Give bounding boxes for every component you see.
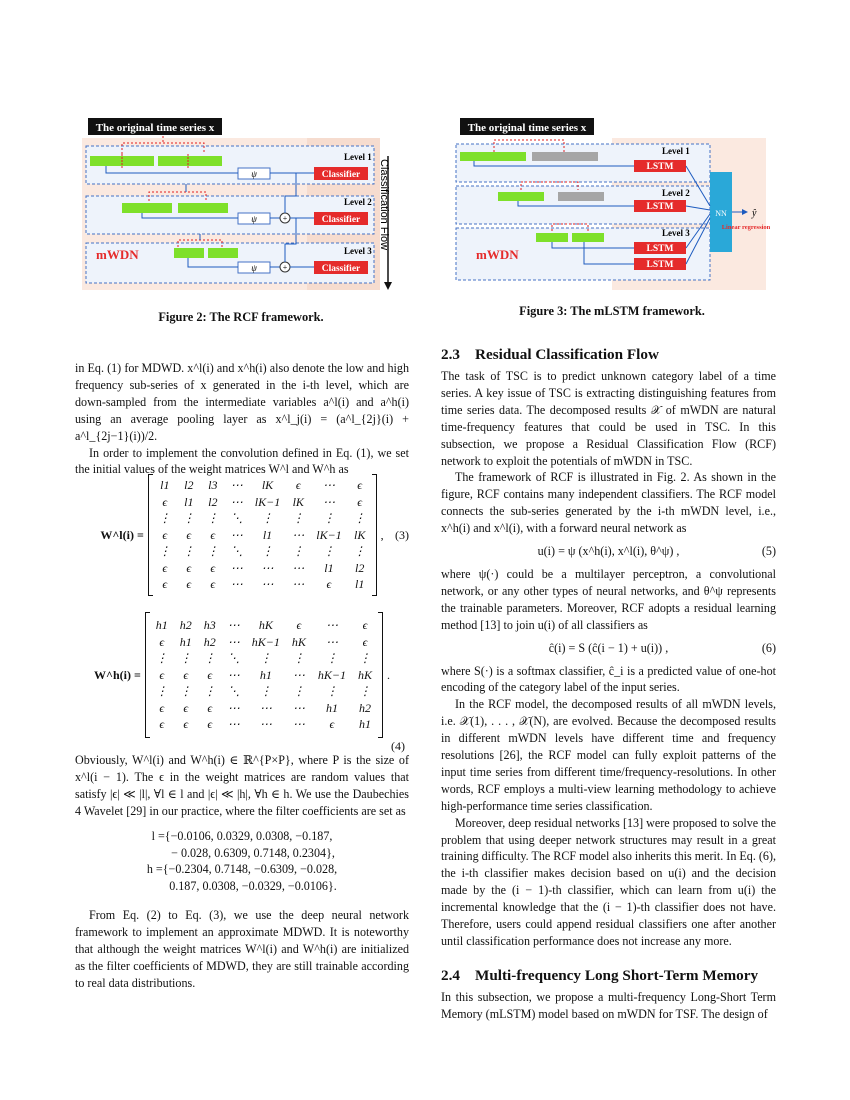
matrix-row (153, 527, 372, 544)
matrix-cell: l1 (324, 560, 334, 575)
matrix-cell: ϵ (186, 577, 192, 591)
matrix-row (150, 634, 378, 651)
matrix-cell: ⋮ (359, 651, 372, 665)
matrix-cell: ϵ (162, 494, 168, 509)
svg-text:ψ: ψ (251, 263, 257, 273)
matrix-cell: ⋯ (292, 717, 305, 731)
matrix-row (150, 700, 378, 717)
fig2-flow-label: Classification Flow (378, 159, 390, 251)
matrix-cell: ⋱ (230, 544, 243, 558)
matrix-cell: ⋮ (206, 511, 219, 525)
matrix-cell: hK−1 (251, 634, 280, 649)
svg-text:+: + (282, 214, 288, 223)
matrix-cell: ϵ (183, 717, 189, 731)
matrix-cell: ⋮ (182, 544, 195, 558)
matrix-cell: ⋮ (179, 684, 192, 698)
figure-2-caption: Figure 2: The RCF framework. (158, 310, 324, 324)
matrix-row (153, 543, 372, 560)
fig2-mwdn-label: mWDN (96, 247, 139, 262)
matrix-cell: ϵ (329, 717, 335, 731)
matrix-row (150, 617, 378, 634)
right-paragraph-2: The framework of RCF is illustrated in Fig. 2. As shown in the figure, RCF contains many independent classifiers. The RCF model connects the sub-series generated by the i-th mWDN level, i.e., x^h(i) and x^l(i), with a forward neural network as (441, 470, 776, 536)
svg-text:+: + (282, 263, 288, 272)
left-column-lower (75, 752, 409, 992)
matrix-cell: l2 (184, 478, 194, 492)
matrix-row (153, 494, 372, 511)
matrix-cell: h1 (325, 700, 338, 715)
matrix-cell: h3 (203, 618, 216, 632)
matrix-cell: h1 (179, 634, 192, 649)
matrix-cell: ⋮ (155, 684, 168, 698)
equation-3: W^l(i) = l1 l2 l3 ⋯ lK ϵ ⋯ ϵ ϵ l1 l2 ⋯ lK−1 lK ⋯ ϵ ⋮ ⋮ ⋮ ⋱ ⋮ ⋮ ⋮ ⋮ ϵ ϵ ϵ ⋯ l1 ⋯ lK−1 lK ⋮ ⋮ ⋮ ⋱ ⋮ ⋮ ⋮ ⋮ ϵ ϵ ϵ ⋯ ⋯ ⋯ l1 l2 ϵ ϵ ϵ ⋯ ⋯ ⋯ ϵ l1 , (3) (75, 474, 409, 596)
matrix-cell: ϵ (162, 527, 168, 542)
figure-2-rcf-diagram (82, 116, 402, 292)
matrix-cell: ⋯ (292, 527, 305, 542)
equation-6: ĉ(i) = S (ĉ(i − 1) + u(i)) , (6) (548, 640, 776, 655)
fig2-title: The original time series x (95, 122, 215, 134)
svg-text:Level 2: Level 2 (344, 197, 372, 207)
figure-3-mlstm-diagram (454, 116, 770, 292)
matrix-cell: lK−1 (316, 527, 342, 542)
svg-text:ψ: ψ (251, 169, 257, 179)
matrix-cell: ϵ (296, 618, 302, 632)
matrix-cell: ⋮ (158, 511, 171, 525)
svg-text:ψ: ψ (251, 214, 257, 224)
matrix-cell: ϵ (210, 527, 216, 542)
fig3-mwdn-label: mWDN (476, 247, 519, 262)
matrix-row (153, 477, 372, 494)
matrix-wl (153, 477, 372, 593)
matrix-cell: hK (258, 618, 273, 632)
matrix-cell: ϵ (210, 560, 216, 575)
matrix-cell: ⋯ (230, 494, 243, 509)
matrix-cell: ⋮ (325, 651, 338, 665)
matrix-cell: ϵ (183, 700, 189, 715)
matrix-cell: ⋮ (353, 544, 366, 558)
equation-5: u(i) = ψ (x^h(i), x^l(i), θ^ψ) , (5) (537, 544, 776, 559)
matrix-cell: l1 (355, 577, 365, 591)
matrix-cell: ⋮ (179, 651, 192, 665)
matrix-cell: ⋯ (230, 478, 243, 492)
matrix-row (150, 667, 378, 684)
matrix-cell: ϵ (326, 577, 332, 591)
matrix-cell: ⋮ (325, 684, 338, 698)
matrix-cell: ϵ (207, 667, 213, 682)
right-paragraph-6: Moreover, deep residual networks [13] were proposed to solve the problem that using deeper network structures may result in a great training difficulty. The RCF model also inherits this merit. In Eq. (6), the i-th classifier makes decision based on u(i) and the decision made by the (i − 1)-th classifier, which can learn from u(i) the incremental knowledge that the (i − 1)-th classifier does not have. Therefore, users could append residual classifiers one after another until classification performance does not increase any more. (441, 815, 776, 948)
svg-text:Level 1: Level 1 (344, 152, 372, 162)
matrix-cell: ⋯ (292, 560, 305, 575)
right-paragraph-3: where ψ(·) could be a multilayer perceptron, a convolutional network, or any other types of neural networks, and θ^ψ represents the trainable parameters. Moreover, RCF adopts a residual learning method [13] to join u(i) of all classifiers as (441, 566, 776, 632)
svg-text:ŷ: ŷ (752, 208, 757, 219)
svg-text:LSTM: LSTM (646, 162, 674, 172)
matrix-cell: ⋯ (259, 700, 272, 715)
matrix-cell: h2 (179, 618, 192, 632)
equation-4-number: (4) (391, 739, 405, 753)
right-column (441, 345, 776, 1023)
matrix-cell: ⋯ (227, 717, 240, 731)
matrix-cell: lK (354, 527, 366, 542)
matrix-cell: ⋯ (325, 634, 338, 649)
matrix-cell: ⋯ (227, 618, 240, 632)
matrix-cell: ϵ (210, 577, 216, 591)
matrix-cell: hK−1 (317, 667, 347, 682)
matrix-cell: ⋮ (292, 511, 305, 525)
matrix-cell: l3 (208, 478, 218, 492)
matrix-cell: ⋯ (230, 527, 243, 542)
matrix-row (153, 560, 372, 577)
matrix-cell: ⋯ (325, 618, 338, 632)
matrix-cell: ϵ (159, 717, 165, 731)
matrix-cell: ϵ (207, 700, 213, 715)
matrix-cell: ⋮ (259, 651, 272, 665)
matrix-cell: ⋮ (322, 511, 335, 525)
matrix-cell: ⋮ (292, 684, 305, 698)
matrix-cell: ϵ (183, 667, 189, 682)
svg-text:Level 3: Level 3 (662, 228, 690, 238)
matrix-cell: ϵ (362, 618, 368, 632)
matrix-cell: h1 (155, 618, 168, 632)
svg-text:Classifier: Classifier (321, 264, 361, 274)
matrix-cell: ⋯ (292, 700, 305, 715)
right-paragraph-5: In the RCF model, the decomposed results of all mWDN levels, i.e. 𝒳(1), . . . , 𝒳(N), are evolved. Because the decomposed results in different mWDN levels have different time and frequency resolutions [26], the RCF model can fully exploit patterns of the input time series from different time/frequency-resolutions. In other words, RCF employs a multi-view learning methodology to achieve high-performance time series classification. (441, 697, 776, 813)
matrix-cell: ⋯ (230, 577, 243, 591)
matrix-cell: hK (291, 634, 306, 649)
matrix-cell: h2 (203, 634, 216, 649)
matrix-cell: ϵ (207, 717, 213, 731)
figure-3-caption: Figure 3: The mLSTM framework. (519, 304, 705, 318)
matrix-cell: h2 (359, 700, 372, 715)
matrix-cell: ⋮ (155, 651, 168, 665)
section-2-4-heading: 2.4 Multi-frequency Long Short-Term Memory (441, 966, 759, 984)
section-2-3-heading: 2.3 Residual Classification Flow (441, 346, 659, 363)
matrix-cell: ⋮ (259, 684, 272, 698)
right-paragraph-1: The task of TSC is to predict unknown category label of a time series. A key issue of TSC is extracting distinguishing features from time series data. The decomposed results 𝒳 of mWDN are natural time-frequency features that could be used in TSC. In this subsection, we propose a Residual Classification Flow (RCF) network to exploit the potentials of mWDN in TSC. (441, 369, 776, 468)
matrix-cell: ⋮ (203, 651, 216, 665)
matrix-row (153, 510, 372, 527)
matrix-wh (150, 617, 378, 733)
svg-text:Linear regression: Linear regression (721, 224, 770, 231)
matrix-cell: ⋮ (182, 511, 195, 525)
matrix-cell: ϵ (159, 634, 165, 649)
matrix-cell: ⋮ (292, 544, 305, 558)
matrix-row (150, 683, 378, 700)
matrix-cell: ϵ (159, 667, 165, 682)
matrix-cell: ⋮ (158, 544, 171, 558)
matrix-cell: ⋮ (322, 544, 335, 558)
svg-text:Level 2: Level 2 (662, 188, 690, 198)
matrix-cell: ϵ (357, 478, 363, 492)
matrix-cell: l1 (262, 527, 273, 542)
matrix-cell: ϵ (162, 560, 168, 575)
matrix-cell: ⋯ (230, 560, 243, 575)
matrix-cell: lK−1 (254, 494, 281, 509)
left-paragraph-4: From Eq. (2) to Eq. (3), we use the deep neural network framework to implement an approximate MDWD. It is noteworthy that although the weight matrices W^l(i) and W^h(i) are initialized as the filter coefficients of MDWD, they are still trainable according to real data distributions. (75, 908, 409, 990)
matrix-cell: ⋮ (203, 684, 216, 698)
fig3-title: The original time series x (467, 122, 587, 134)
matrix-cell: ⋮ (292, 651, 305, 665)
matrix-row (150, 650, 378, 667)
svg-text:Classifier: Classifier (321, 170, 361, 180)
matrix-cell: ⋮ (261, 544, 274, 558)
matrix-cell: ϵ (357, 494, 363, 509)
matrix-cell: ⋯ (227, 667, 240, 682)
svg-text:Level 3: Level 3 (344, 246, 372, 256)
matrix-cell: ⋱ (227, 684, 240, 698)
matrix-cell: hK (358, 667, 373, 682)
matrix-cell: lK (261, 478, 274, 492)
matrix-row (153, 576, 372, 593)
svg-text:LSTM: LSTM (646, 260, 674, 270)
matrix-cell: h1 (259, 667, 272, 682)
svg-text:LSTM: LSTM (646, 244, 674, 254)
svg-text:NN: NN (715, 209, 727, 218)
left-column (75, 360, 409, 478)
matrix-cell: ⋱ (227, 651, 240, 665)
matrix-cell: ϵ (186, 560, 192, 575)
matrix-cell: ϵ (162, 577, 168, 591)
matrix-cell: ⋮ (353, 511, 366, 525)
matrix-cell: l1 (160, 478, 170, 492)
matrix-cell: ⋮ (359, 684, 372, 698)
right-paragraph-7: In this subsection, we propose a multi-frequency Long-Short Term Memory (mLSTM) model based on mWDN for TSF. The design of (441, 989, 776, 1021)
right-paragraph-4: where S(·) is a softmax classifier, ĉ_i is a predicted value of one-hot encoding of the category label of the input series. (441, 663, 776, 695)
matrix-cell: ϵ (186, 527, 192, 542)
matrix-cell: ⋮ (261, 511, 274, 525)
matrix-cell: ⋱ (230, 511, 243, 525)
matrix-cell: ϵ (362, 634, 368, 649)
matrix-cell: ⋯ (322, 478, 335, 492)
matrix-cell: ⋯ (261, 577, 274, 591)
matrix-cell: h1 (359, 717, 372, 731)
svg-text:LSTM: LSTM (646, 202, 674, 212)
matrix-cell: ⋯ (259, 717, 272, 731)
matrix-cell: l1 (184, 494, 194, 509)
filter-coefficients: l ={−0.0106, 0.0329, 0.0308, −0.187, − 0.028, 0.6309, 0.7148, 0.2304}, h ={−0.2304, 0.7148, −0.6309, −0.028, 0.187, 0.0308, −0.0329, −0.0106}. (146, 828, 338, 894)
matrix-row (150, 716, 378, 733)
left-paragraph-2: In order to implement the convolution defined in Eq. (1), we set the initial values of the weight matrices W^l and W^h as (75, 445, 409, 477)
matrix-cell: ⋯ (292, 667, 305, 682)
matrix-cell: lK (292, 494, 304, 509)
matrix-cell: ⋯ (261, 560, 274, 575)
matrix-cell: l2 (208, 494, 218, 509)
matrix-cell: l2 (355, 560, 365, 575)
svg-text:Level 1: Level 1 (662, 146, 690, 156)
matrix-cell: ⋯ (322, 494, 335, 509)
matrix-cell: ϵ (295, 478, 301, 492)
left-paragraph-3: Obviously, W^l(i) and W^h(i) ∈ ℝ^{P×P}, where P is the size of x^l(i − 1). The ϵ in the weight matrices are random values that satisfy |ϵ| ≪ |l|, ∀l ∈ l and |ϵ| ≪ |h|, ∀h ∈ h. We use the Daubechies 4 Wavelet [29] in our practice, where the filter coefficients are set as (75, 753, 409, 818)
left-paragraph-1: in Eq. (1) for MDWD. x^l(i) and x^h(i) also denote the low and high frequency sub-series of x generated in the i-th level, which are down-sampled from the intermediate variables a^l(i) and a^h(i) using an average pooling layer as x^l_j(i) = (a^l_{2j}(i) + a^l_{2j−1}(i))/2. (75, 361, 409, 443)
svg-text:Classifier: Classifier (321, 215, 361, 225)
equation-4: W^h(i) = h1 h2 h3 ⋯ hK ϵ ⋯ ϵ ϵ h1 h2 ⋯ hK−1 hK ⋯ ϵ ⋮ ⋮ ⋮ ⋱ ⋮ ⋮ ⋮ ⋮ ϵ ϵ ϵ ⋯ h1 ⋯ hK−1 hK ⋮ ⋮ ⋮ ⋱ ⋮ ⋮ ⋮ ⋮ ϵ ϵ ϵ ⋯ ⋯ ⋯ h1 h2 ϵ ϵ ϵ ⋯ ⋯ ⋯ ϵ h1 . (75, 612, 409, 738)
matrix-cell: ⋯ (227, 700, 240, 715)
matrix-cell: ϵ (159, 700, 165, 715)
matrix-cell: ⋯ (227, 634, 240, 649)
matrix-cell: ⋮ (206, 544, 219, 558)
matrix-cell: ⋯ (292, 577, 305, 591)
